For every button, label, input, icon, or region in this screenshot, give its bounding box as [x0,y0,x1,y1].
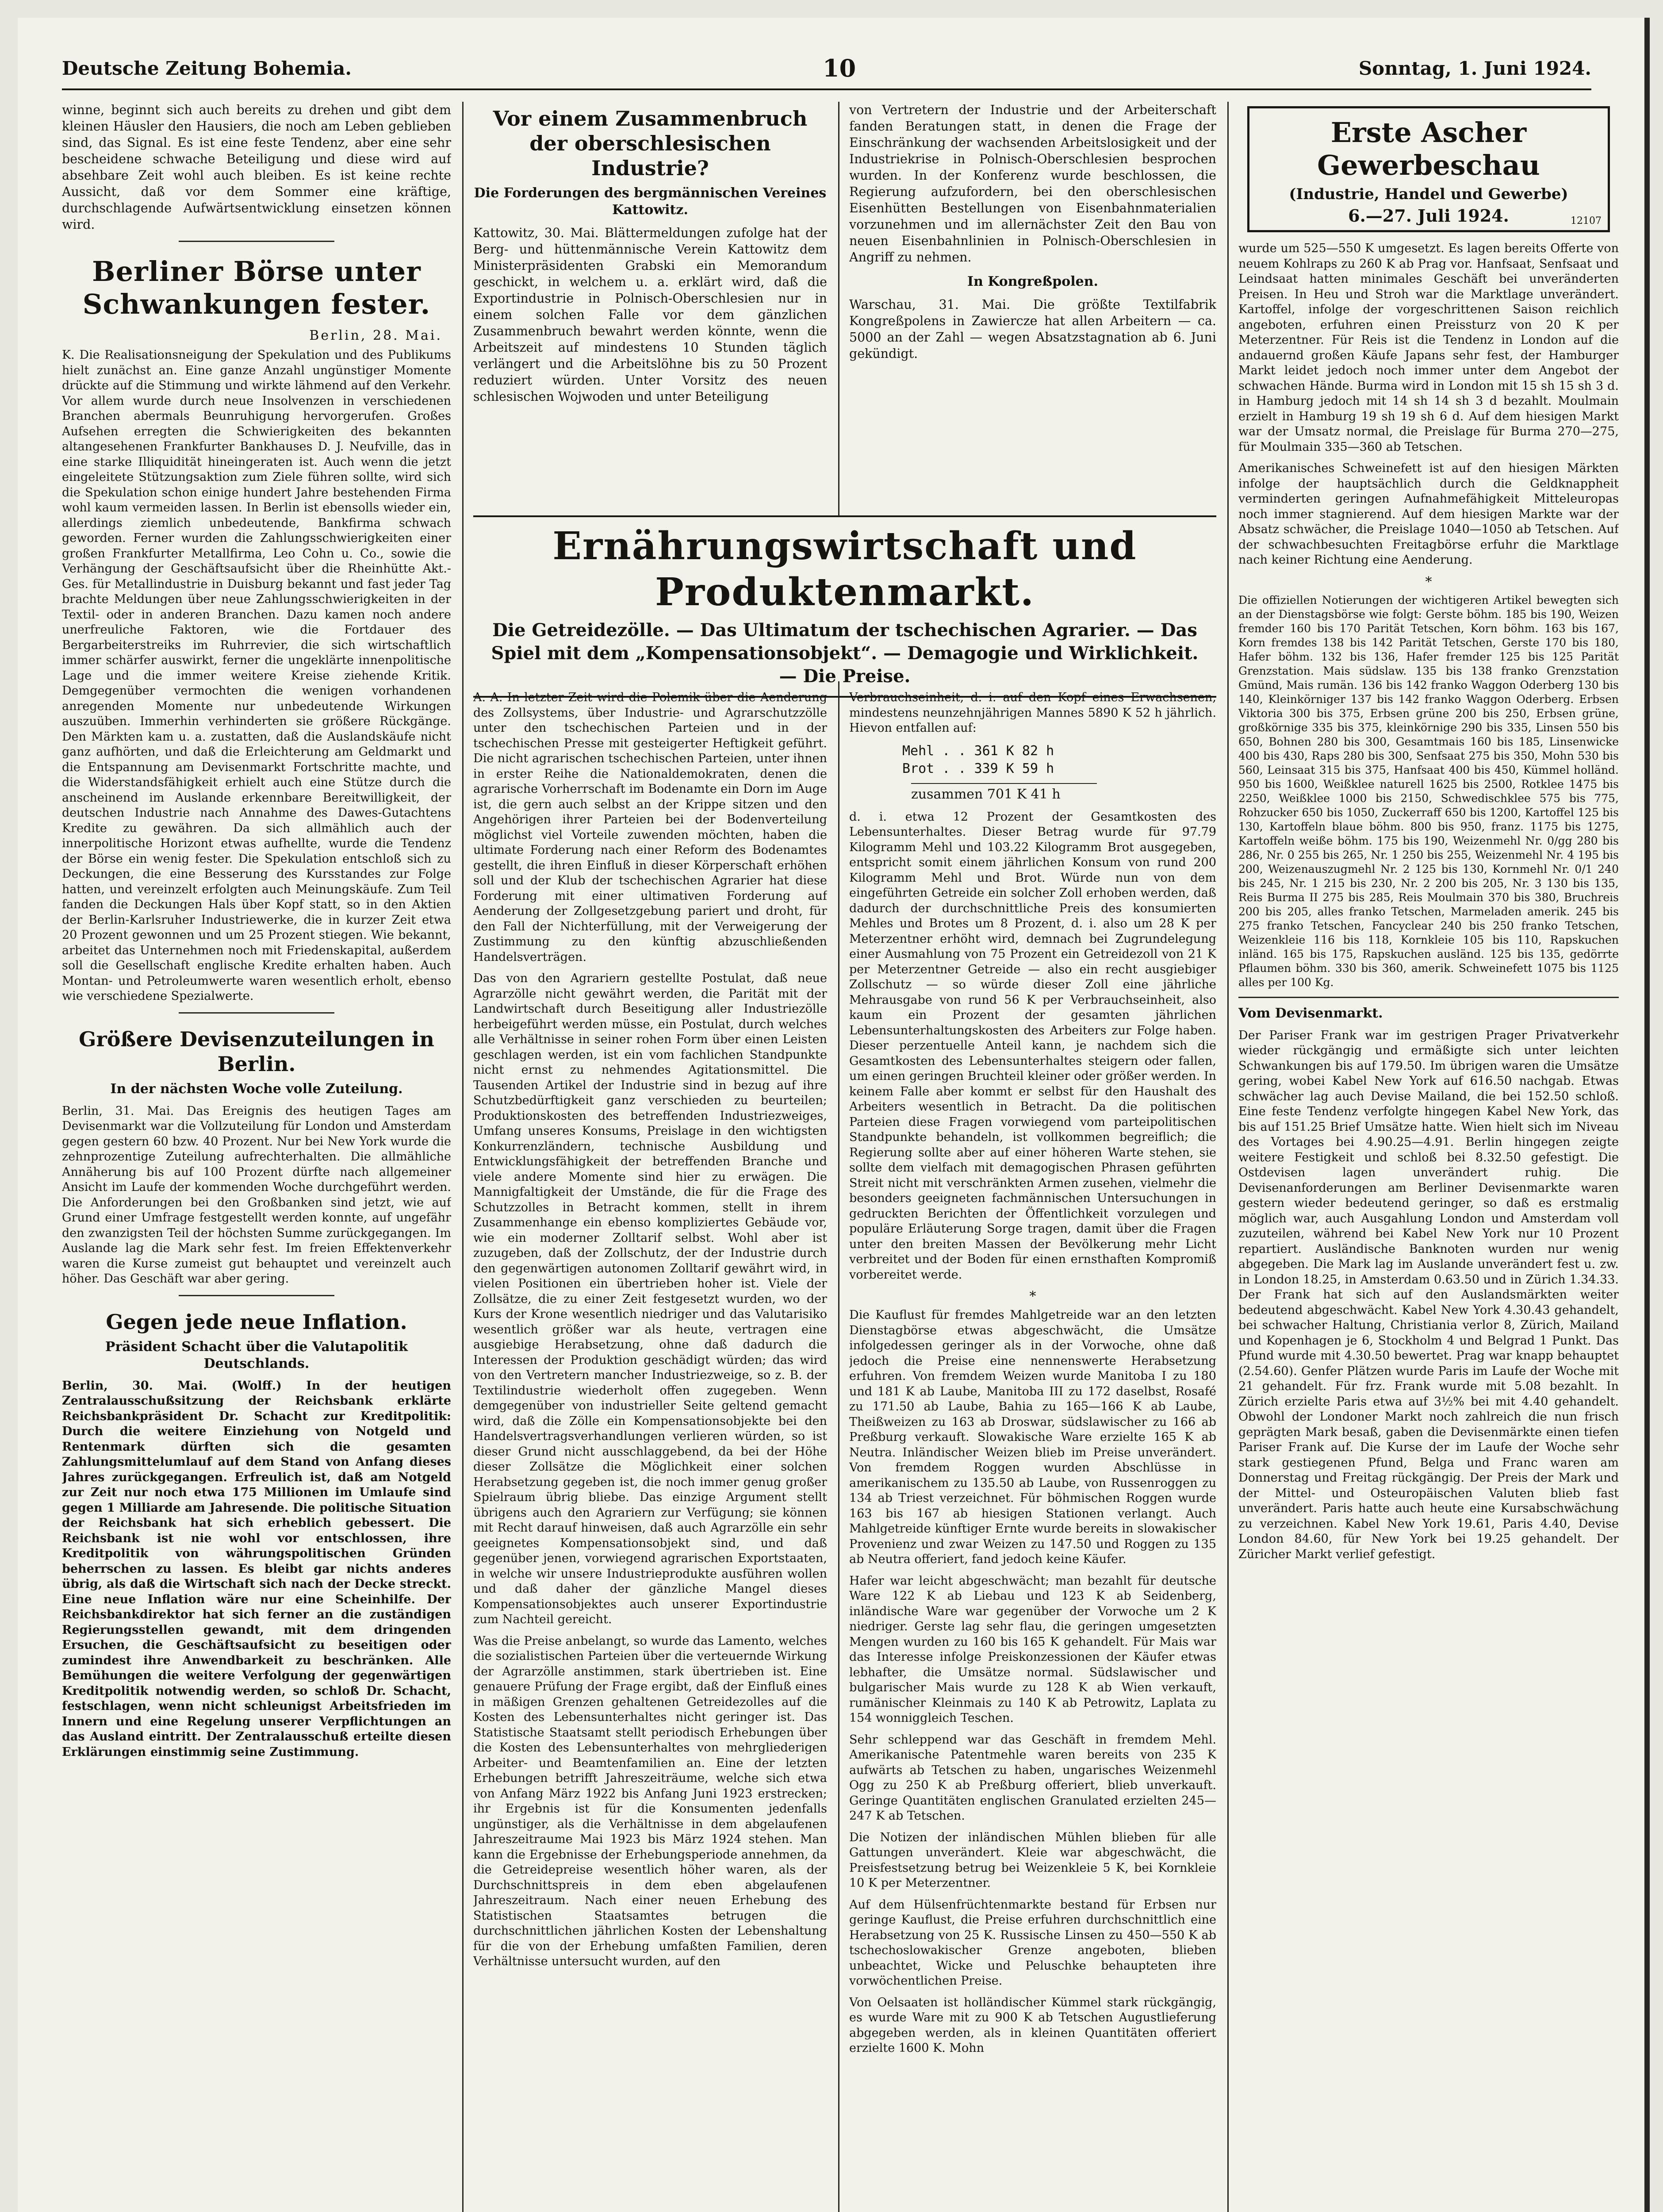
article-body: Berlin, 30. Mai. (Wolff.) In der heutigen Zentralausschußsitzung der Reichsbank erklärte Reichsbankpräsident Dr. Schacht zur Kreditpolitik: Durch die weitere Einziehung von Notgeld und Rentenmark dürften sich die gesamten Zahlungsmittelumlauf auf dem Stand von Anfang dieses Jahres zurückgegangen. Erfreulich ist, daß am Notgeld zur Zeit nur noch etwa 175 Millionen im Umlaufe sind gegen 1 Milliarde am Jahresende. Die politische Situation der Reichsbank hat sich erheblich gebessert. Die Reichsbank ist nie wohl vor entschlossen, ihre Kreditpolitik von währungspolitischen Gründen beherrschen zu lassen. Es bleibt gar nichts anderes übrig, als daß die Wirtschaft sich nach der Decke streckt. Eine neue Inflation wäre nur eine Scheinhilfe. Der Reichsbankdirektor hat sich ferner an die zuständigen Regierungsstellen gewandt, mit dem dringenden Ersuchen, die Geschäftsaufsicht zu beseitigen oder zumindest ihre Anwendbarkeit zu beschränken. Alle Bemühungen die weitere Verfolgung der gegenwärtigen Kreditpolitik notwendig werden, so schloß Dr. Schacht, festschlagen, wenn nicht schleunigst Arbeitsfrieden im Innern und eine Regelung unserer Verpflichtungen an das Ausland eintritt. Der Zentralausschuß erteilte diesen Erklärungen einstimmig seine Zustimmung. [62,1379,451,1759]
article-body: A. A. In letzter Zeit wird die Polemik über die Aenderung des Zollsystems, über Industrie- und Agrarschutzzölle unter den tschechischen Parteien und in der tschechischen Presse mit gesteigerter Heftigkeit geführt. Die nicht agrarischen tschechischen Parteien, unter ihnen in erster Reihe die Nationaldemokraten, denen die agrarische Vorherrschaft im Bodenamte ein Dorn im Auge ist, die gern auch selbst an der Krippe sitzen und den Angehörigen ihrer Parteien bei der Bodenverteilung möglichst viel Vorteile zuwenden möchten, haben die ultimate Forderung nach einer Reform des Bodenamtes gestellt, die ihren Einfluß in dieser Körperschaft erhöhen soll und der Klub der tschechischen Agrarier hat diese Forderung mit einer ultimativen Forderung auf Aenderung der Zollgesetzgebung pariert und droht, für den Fall der Nichterfüllung, mit der Verweigerung der Zustimmung zu den künftig abzuschließenden Handelsverträgen. [473,691,827,964]
column-2-top [473,102,827,513]
article-body: Warschau, 31. Mai. Die größte Textilfabrik Kongreßpolens in Zawiercze hat allen Arbeitern — ca. 5000 an der Zahl — wegen Absatzstagnation ab 6. Juni gekündigt. [849,297,1216,361]
newspaper-page [18,18,1650,2212]
dateline: Berlin, 28. Mai. [309,328,442,343]
headline-oberschlesien: Vor einem Zusammenbruch der oberschlesischen Industrie? [493,107,808,180]
subheadline: Die Forderungen des bergmännischen Vereines Kattowitz. [474,185,827,218]
section-star: * [1425,574,1432,590]
column-rule [462,102,464,2212]
article-body: Von Oelsaaten ist holländischer Kümmel stark rückgängig, es wurde Ware mit zu 900 K ab Tetschen Augustlieferung abgegeben werden, als in kleinen Quantitäten offeriert erzielte 1600 K. Mohn [849,1995,1216,2055]
table-row: Brot . . 339 K 59 h [902,760,1054,776]
running-head [35,54,1627,84]
article-body: Amerikanisches Schweinefett ist auf den hiesigen Märkten infolge der hauptsächlich durch die Geldknappheit verminderten geringen Aufnahmefähigkeit Mitteleuropas noch immer stagnierend. Auf dem hiesigen Markte war der Absatz schwächer, die Preislage 1040—1050 ab Tetschen. Auf der schwachbesuchten Freitagbörse erfuhr die Marktlage nach keiner Richtung eine Aenderung. [1238,461,1619,567]
article-body: Die Notizen der inländischen Mühlen blieben für alle Gattungen unverändert. Kleie war abgeschwächt, die Preisfestsetzung betrug bei Weizenkleie 5 K, bei Kornkleie 10 K per Meterzentner. [849,1830,1216,1890]
headline-ernaehrung: Ernährungswirtschaft und Produktenmarkt. [552,524,1137,614]
column-3-lower [849,690,1216,2212]
column-4 [1238,102,1619,2212]
column-rule [838,102,839,515]
separator [179,241,334,242]
advertisement [1247,106,1610,232]
headline-boerse: Berliner Börse unter Schwankungen fester. [82,255,431,320]
article-body: von Vertretern der Industrie und der Arbeiterschaft fanden Beratungen statt, in denen die Frage der Einschränkung der wachsenden Arbeitslosigkeit und der Industriekrise in Polnisch-Oberschlesien besprochen wurden. In der Konferenz wurde beschlossen, die Regierung aufzufordern, bei den oberschlesischen Eisenhütten Bestellungen von Eisenbahnmaterialien vorzunehmen und im allernächster Zeit den Bau von neuen Eisenbahnlinien in Polnisch-Oberschlesien in Angriff zu nehmen. [849,103,1216,265]
column-rule [838,681,839,2212]
article-body: Hafer war leicht abgeschwächt; man bezahlt für deutsche Ware 122 K ab Liebau und 123 K ab Seidenberg, inländische Ware war gegenüber der Vorwoche um 2 K niedriger. Gerste lag sehr flau, die geringen umgesetzten Mengen wurden zu 160 bis 165 K gehandelt. Für Mais war das Interesse infolge Preiskonzessionen der Käufer etwas lebhafter, die Umsätze normal. Südslawischer und bulgarischer Mais wurde zu 128 K ab Wien verkauft, rumänischer Kleinmais zu 140 K ab Petrowitz, Laplata zu 154 wonniggleich Teschen. [849,1574,1216,1725]
table-row: Mehl . . 361 K 82 h [902,743,1054,759]
separator [1238,997,1619,998]
column-3-top [849,102,1216,513]
article-body: Berlin, 31. Mai. Das Ereignis des heutigen Tages am Devisenmarkt war die Vollzuteilung für London und Amsterdam gegen gestern 60 bzw. 40 Prozent. Nur bei New York wurde die zehnprozentige Zuteilung aufrechterhalten. Die allmähliche Annäherung bis auf 100 Prozent dürfte nach allgemeiner Ansicht im Laufe der kommenden Woche durchgeführt werden. Die Anforderungen bei den Großbanken sind jetzt, wie auf Grund einer Umfrage festgestellt werden konnte, auf ungefähr den zwanzigsten Teil der höchsten Summe zurückgegangen. Im Auslande lag die Mark sehr fest. Im freien Effektenverkehr waren die Kurse zumeist gut behauptet und vereinzelt auch höher. Das Geschäft war aber gering. [62,1104,451,1286]
subheadline: In der nächsten Woche volle Zuteilung. [110,1081,403,1097]
article-body: wurde um 525—550 K umgesetzt. Es lagen bereits Offerte von neuem Kohlraps zu 260 K ab Prag vor. Hanfsaat, Senfsaat und Leindsaat hatten minimales Geschäft bei unveränderten Preisen. In Heu und Stroh war die Marktlage unverändert. Kartoffel, infolge der vorgeschrittenen Saison reichlich angeboten, erfuhren einen Preissturz von 20 K per Meterzentner. Für Reis ist die Tendenz in London auf die andauernd großen Käufe Japans sehr fest, der Hamburger Markt leidet jedoch noch immer unter dem Angebot der schwachen Hände. Burma wird in London mit 15 sh 15 sh 3 d. in Hamburg jedoch mit 14 sh 14 sh 3 d bezahlt. Moulmain erzielt in Hamburg 19 sh 19 sh 6 d. Auf dem hiesigen Markt war der Umsatz normal, die Preislage für Burma 270—275, für Moulmain 335—360 ab Tetschen. [1238,242,1619,454]
section-star: * [1029,1289,1036,1304]
article-body: K. Die Realisationsneigung der Spekulation und des Publikums hielt zunächst an. Eine ganze Anzahl ungünstiger Momente drückte auf die Stimmung und wirkte lähmend auf den Verkehr. Vor allem wurde durch neue Insolvenzen in verschiedenen Branchen abermals Beunruhigung hervorgerufen. Großes Aufsehen erregten die Schwierigkeiten des bekannten altangesehenen Frankfurter Bankhauses D. J. Neufville, das in eine starke Illiquidität hineingeraten ist. Auch wenn die jetzt eingeleitete Stützungsaktion zum Ziele führen sollte, wird sich die Spekulation schon einige hundert Jahre bestehenden Firma wohl kaum vermeiden lassen. In Berlin ist ebensolls wieder ein, allerdings ziemlich unbedeutende, Bankfirma schwach geworden. Ferner wurden die Zahlungsschwierigkeiten einer großen Frankfurter Metallfirma, Leo Cohn u. Co., sowie die Verhängung der Geschäftsaufsicht über die Rheinhütte Akt.-Ges. für Metallindustrie in Duisburg bekannt und fast jeder Tag brachte Meldungen über neue Zahlungsschwierigkeiten in der Textil- oder in anderen Branchen. Dazu kamen noch andere unerfreuliche Faktoren, wie die Fortdauer des Bergarbeiterstreiks im Ruhrrevier, die sich wirtschaftlich immer schärfer auswirkt, ferner die ungeklärte innenpolitische Lage und die immer weitere Kreise ziehende Kritik. Demgegenüber vermochten die wenigen vorhandenen anregenden Momente nur unbedeutende Wirkungen auszuüben. Immerhin verhinderten sie größere Rückgänge. Den Märkten kam u. a. zustatten, daß die Auslandskäufe nicht ganz aufhörten, und daß die Erleichterung am Geldmarkt und die Entspannung am Devisenmarkt Fortschritte machte, und die Widerstandsfähigkeit erhielt auch eine Stütze durch die anscheinend im Auslande erkennbare Bereitwilligkeit, der deutschen Industrie nach Annahme des Dawes-Gutachtens Kredite zu gewähren. Da sich allmählich auch der innerpolitische Horizont etwas aufhellte, wurde die Tendenz der Börse ein wenig fester. Die Spekulation entschloß sich zu Deckungen, die eine Besserung des Kursstandes zur Folge hatten, und vereinzelt erfolgten auch Meinungskäufe. Zum Teil fanden die Deckungen Hals über Kopf statt, so in den Aktien der Berlin-Karlsruher Industriewerke, die in kurzer Zeit etwa 20 Prozent gewonnen und um 25 Prozent stiegen. Wie bekannt, arbeitet das Unternehmen noch mit Friedenskapital, außerdem soll die Gesellschaft englische Kredite erhalten haben. Auch Montan- und Petroleumwerte waren wesentlich erholt, ebenso wie verschiedene Spezialwerte. [62,348,451,1003]
article-body: Kattowitz, 30. Mai. Blättermeldungen zufolge hat der Berg- und hüttenmännische Verein Kattowitz dem Ministerpräsidenten Grabski ein Memorandum geschickt, in welchem u. a. erklärt wird, daß die Exportindustrie in Polnisch-Oberschlesien nur in einem solchen Falle vor dem gänzlichen Zusammenbruch bewahrt werden könnte, wenn die Arbeitszeit auf mindestens 10 Stunden täglich verlängert und die Arbeitslöhne bis zu 50 Prozent reduziert würden. Unter Vorsitz des neuen schlesischen Wojwoden und unter Beteiligung [473,226,827,404]
ad-code: 12107 [1571,215,1602,227]
ad-subtitle: (Industrie, Handel und Gewerbe) [1289,185,1568,203]
ad-dates: 6.—27. Juli 1924. [1348,206,1509,226]
article-continuation: winne, beginnt sich auch bereits zu drehen und gibt dem kleinen Häusler den Hausiers, die noch am Leben geblieben sind, das Signal. Es ist eine feste Tendenz, aber eine sehr bescheidene schwache Beteiligung und diese wird auf absehbare Zeit wohl auch bleiben. Es ist keine rechte Aussicht, daß vor dem Sommer eine kräftige, durchschlagende Aufwärtsentwicklung einsetzen können wird. [62,103,451,232]
article-body: Die Kauflust für fremdes Mahlgetreide war an den letzten Dienstagbörse etwas abgeschwächt, die Umsätze infolgedessen geringer als in der Vorwoche, ohne daß jedoch die Preise eine nennenswerte Herabsetzung erfuhren. Von fremdem Weizen wurde Manitoba I zu 180 und 181 K ab Laube, Manitoba III zu 172 daselbst, Rosafé zu 171.50 ab Laube, Bahia zu 165—166 K ab Laube, Theißweizen zu 163 ab Droswar, südslawischer zu 166 ab Preßburg verkauft. Slowakische Ware erzielte 165 K ab Neutra. Inländischer Weizen blieb im Preise unverändert. Von fremdem Roggen wurden Abschlüsse in amerikanischem zu 135.50 ab Laube, von Russenroggen zu 134 ab Triest verzeichnet. Für böhmischen Roggen wurde 163 bis 167 ab hiesigen Stationen verlangt. Auch Mahlgetreide künftiger Ernte wurde bereits in slowakischer Provenienz und zwar Weizen zu 147.50 und Roggen zu 135 ab Neutra offeriert, fand jedoch keine Käufer. [849,1308,1216,1566]
separator [179,1295,334,1296]
masthead: Deutsche Zeitung Bohemia. [62,58,352,79]
headline-inflation: Gegen jede neue Inflation. [106,1310,407,1334]
section-headline [473,515,1216,698]
column-1 [62,102,451,2212]
headline-devisenmarkt: Vom Devisenmarkt. [1238,1005,1383,1021]
section-subtitle: Die Getreidezölle. — Das Ultimatum der tschechischen Agrarier. — Das Spiel mit dem „Kompensationsobjekt“. — Demagogie und Wirklichkeit. — Die Preise. [491,620,1199,687]
headline-devisen: Größere Devisenzuteilungen in Berlin. [79,1027,434,1076]
article-body: Was die Preise anbelangt, so wurde das Lamento, welches die sozialistischen Parteien über die verteuernde Wirkung der Agrarzölle anstimmen, stark übertrieben ist. Eine genauere Prüfung der Frage ergibt, daß der Einfluß eines in mäßigen Grenzen gehaltenen Getreidezolles auf die Kosten des Lebensunterhaltes nicht geringer ist. Das Statistische Staatsamt stellt periodisch Erhebungen über die Kosten des Lebensunterhaltes von mehrgliederigen Arbeiter- und Beamtenfamilien an. Eine der letzten Erhebungen betrifft Jahreszeiträume, welche sich etwa von Anfang März 1922 bis Anfang Juni 1923 erstrecken; ihr Ergebnis ist für die Konsumenten jedenfalls ungünstiger, als die Verhältnisse in dem abgelaufenen Jahreszeitraume Mai 1923 bis März 1924 stehen. Man kann die Ergebnisse der Erhebungsperiode annehmen, da die Getreidepreise wesentlich höher waren, als der Durchschnittspreis in dem eben abgelaufenen Jahreszeitraum. Nach einer neuen Erhebung des Statistischen Staatsamtes betrugen die durchschnittlichen jährlichen Kosten der Lebenshaltung für die von der Erhebung umfaßten Familien, deren Verhältnisse untersucht wurden, auf den [473,1634,827,1968]
column-rule [1227,102,1229,2212]
issue-date: Sonntag, 1. Juni 1924. [1358,58,1591,79]
header-rule [62,88,1591,90]
column-2-lower [473,690,827,2212]
article-body: Der Pariser Frank war im gestrigen Prager Privatverkehr wieder rückgängig und ermäßigte sich unter leichten Schwankungen bis auf 179.50. Im übrigen waren die Umsätze gering, wobei Kabel New York auf 616.50 nachgab. Etwas schwächer lag auch Devise Mailand, die bei 152.50 schloß. Eine feste Tendenz verfolgte hingegen Kabel New York, das bis auf 151.25 Brief Umsätze hatte. Wien hielt sich im Niveau des Vortages bei 4.90.25—4.91. Berlin hingegen zeigte weitere Festigkeit und schloß bei 8.32.50 gefestigt. Die Ostdevisen lagen unverändert ruhig. Die Devisenanforderungen am Berliner Devisenmarkte waren gestern wieder bedeutend geringer, so daß es erstmalig möglich war, auch Ausgahlung London und Amsterdam voll zuzuteilen, während bei Kabel New York nur 10 Prozent repartiert. Ausländische Banknoten wurden nur wenig abgegeben. Die Mark lag im Auslande unverändert fest u. zw. in London 18.25, in Amsterdam 0.63.50 und in Zürich 1.34.33. Der Frank hat sich auf den Auslandsmärkten weiter bedeutend abgeschwächt. Kabel New York 4.30.43 gehandelt, bei schwacher Haltung, Christiania verlor 8, Zürich, Mailand und Kopenhagen je 6, Stockholm 4 und Belgrad 1 Punkt. Das Pfund wurde mit 4.30.50 bewertet. Prag war knapp behauptet (2.54.60). Genfer Plätzen wurde Paris im Laufe der Woche mit 21 gehandelt. Für frz. Frank wurde mit 5.08 bezahlt. In Zürich erzielte Paris etwa auf 3½% bei mit 4.40 gehandelt. Obwohl der Londoner Markt noch zahlreich die nun frisch geprägten Mark besaß, gaben die Devisenmärkte einen tiefen Pariser Frank auf. Die Kurse der im Laufe der Woche sehr stark gestiegenen Pfund, Belga und Franc waren am Donnerstag und Freitag rückgängig. Der Preis der Mark und der Mittel- und Osteuropäischen Valuten blieb fast unverändert. Paris hatte auch heute eine Kursabschwächung zu verzeichnen. Kabel New York 19.61, Paris 4.40, Devise London 84.60, für New York bei 19.25 gehandelt. Der Züricher Markt verlief gefestigt. [1238,1028,1619,1561]
subheadline-kongresspolen: In Kongreßpolen. [967,274,1098,289]
table-sum: zusammen 701 K 41 h [911,783,1097,803]
article-body: Sehr schleppend war das Geschäft in fremdem Mehl. Amerikanische Patentmehle waren bereits von 235 K aufwärts ab Tetschen zu haben, ungarisches Weizenmehl Ogg zu 250 K ab Preßburg offeriert, blieb unverkauft. Geringe Quantitäten englischen Granulated erzielten 245—247 K ab Tetschen. [849,1732,1216,1823]
article-body: Verbrauchseinheit, d. i. auf den Kopf eines Erwachsenen, mindestens neunzehnjährigen Mannes 5890 K 52 h jährlich. Hievon entfallen auf: [849,691,1216,735]
page-number: 10 [823,54,856,82]
article-body: d. i. etwa 12 Prozent der Gesamtkosten des Lebensunterhaltes. Dieser Betrag wurde für 97.79 Kilogramm Mehl und 103.22 Kilogramm Brot ausgegeben, entspricht somit einem jährlichen Konsum von rund 200 Kilogramm Mehl und Brot. Würde nun von dem eingeführten Getreide ein solcher Zoll erhoben werden, daß dadurch der durchschnittliche Preis des konsumierten Mehles und Brotes um 8 Prozent, d. i. also um 28 K per Meterzentner erhöht wird, demnach bei Zugrundelegung einer Ausmahlung von 75 Prozent ein Getreidezoll von 21 K per Meterzentner Getreide — also ein recht ausgiebiger Zollschutz — so würde dieser Zoll eine jährliche Mehrausgabe von rund 56 K per Verbrauchseinheit, also kaum ein Prozent der gesamten jährlichen Lebensunterhaltungskosten des Arbeiters zur Folge haben. Dieser perzentuelle Anteil kann, je nachdem sich die Gesamtkosten des Lebensunterhaltes steigern oder fallen, um einen geringen Bruchteil kleiner oder größer werden. In keinem Falle aber kommt er selbst für den Haushalt des Arbeiters wesentlich in Betracht. Da die politischen Parteien diese Fragen vorwiegend vom parteipolitischen Standpunkte behandeln, ist vollkommen begreiflich; die Regierung sollte aber auf einer höheren Warte stehen, sie sollte dem vielfach mit demagogischen Phrasen geführten Streit nicht mit verschränkten Armen zusehen, vielmehr die besonders geeigneten fachmännischen Untersuchungen in gedruckten Berichten der Öffentlichkeit vorzulegen und populäre Erläuterung Sorge tragen, damit über die Fragen unter den breiten Massen der Bevölkerung mehr Licht verbreitet und der Boden für einen ernsthaften Kompromiß vorbereitet werde. [849,810,1216,1282]
article-body: Auf dem Hülsenfrüchtenmarkte bestand für Erbsen nur geringe Kauflust, die Preise erfuhren durchschnittlich eine Herabsetzung von 25 K. Russische Linsen zu 450—550 K ab tschechoslowakischer Grenze angeboten, blieben unbeachtet, Wicke und Peluschke behaupteten ihre vorwöchentlichen Preise. [849,1897,1216,1988]
separator [179,1012,334,1014]
subheadline: Präsident Schacht über die Valutapolitik Deutschlands. [105,1339,408,1371]
cost-table [902,742,1216,778]
market-quotations: Die offiziellen Notierungen der wichtigeren Artikel bewegten sich an der Dienstagsbörse wie folgt: Gerste böhm. 185 bis 190, Weizen fremder 160 bis 170 Parität Tetschen, Korn böhm. 163 bis 167, Korn fremdes 138 bis 142 Parität Tetschen, Gerste 170 bis 180, Hafer böhm. 132 bis 136, Hafer fremder 125 bis 125 Parität Grenzstation. Mais südslaw. 135 bis 138 franko Grenzstation Gmünd, Mais rumän. 136 bis 142 franko Waggon Oderberg 130 bis 140, Kleinkörniger 137 bis 142 franko Waggon Oderberg. Erbsen Viktoria 300 bis 375, Erbsen grüne 200 bis 250, Erbsen grüne, großkörnige 335 bis 375, kleinkörnige 290 bis 335, Linsen 550 bis 650, Bohnen 280 bis 300, Gesamtmais 160 bis 185, Linsenwicke 400 bis 430, Raps 280 bis 300, Senfsaat 275 bis 350, Mohn 530 bis 560, Leinsaat 315 bis 375, Hanfsaat 400 bis 450, Kümmel holländ. 950 bis 1600, Weißklee naturell 1625 bis 2500, Rotklee 1475 bis 2250, Weißklee 1000 bis 2150, Schwedischklee 575 bis 775, Rohzucker 650 bis 1050, Zuckerraff 650 bis 1200, Kartoffel 125 bis 130, Kartoffeln blaue böhm. 800 bis 950, franz. 1175 bis 1275, Kartoffeln weiße böhm. 175 bis 190, Weizenmehl Nr. 0/gg 280 bis 286, Nr. 0 255 bis 265, Nr. 1 250 bis 255, Weizenmehl Nr. 4 195 bis 200, Weizenauszugmehl Nr. 2 125 bis 130, Kornmehl Nr. 0/1 240 bis 245, Nr. 1 215 bis 230, Nr. 2 200 bis 205, Nr. 3 130 bis 135, Reis Burma II 275 bis 285, Reis Moulmain 370 bis 380, Bruchreis 200 bis 205, alles franko Tetschen, Marmeladen amerik. 245 bis 275 franko Tetschen, Fancyclear 240 bis 250 franko Tetschen, Weizenkleie 116 bis 118, Kornkleie 105 bis 110, Rapskuchen inländ. 165 bis 175, Rapskuchen ausländ. 125 bis 135, gedörrte Pflaumen böhm. 330 bis 360, amerik. Schweinefett 1075 bis 1125 alles per 100 Kg. [1238,593,1619,989]
ad-title: Erste Ascher Gewerbeschau [1317,116,1540,181]
article-body: Das von den Agrariern gestellte Postulat, daß neue Agrarzölle nicht gewährt werden, die Parität mit der Landwirtschaft durch Beseitigung aller Industriezölle herbeigeführt werden müsse, ein Postulat, durch welches alle Verhältnisse in seiner rohen Form über einen Leisten geschlagen werden, ist ein vom fachlichen Standpunkte nicht ernst zu nehmendes Agitationsmittel. Die Tausenden Artikel der Industrie sind in bezug auf ihre Schutzbedürftigkeit ganz verschieden zu beurteilen; Produktionskosten des betreffenden Industriezweiges, Umfang unseres Konsums, Preislage in den wichtigsten Konkurrenzländern, technische Ausbildung und Entwicklungsfähigkeit der betreffenden Branche und viele andere Momente sind hier zu erwägen. Die Mannigfaltigkeit der Umstände, die für die Frage des Schutzzolles in Betracht kommen, stellt in ihrem Zusammenhange ein ebenso kompliziertes Gebäude vor, wie ein moderner Zolltarif selbst. Wohl aber ist zuzugeben, daß der Zollschutz, der der Industrie durch den gegenwärtigen autonomen Zolltarif gewährt wird, in vielen Positionen ein übertrieben hoher ist. Viele der Zollsätze, die zu einer Zeit festgesetzt wurden, wo der Kurs der Krone wesentlich niedriger und das Valutarisiko wesentlich größer war als heute, vertragen eine ausgiebige Herabsetzung, ohne daß dadurch die Interessen der Produktion geschädigt würden; das wird von den Vertretern mancher Industriezweige, so z. B. der Textilindustrie wiederholt offen zugegeben. Wenn demgegenüber von industrieller Seite geltend gemacht wird, daß die Zölle ein Kompensationsobjekte bei den Handelsvertragsverhandlungen verlieren würden, so ist dieser Grund nicht ausschlaggebend, da bei der Höhe dieser Zollsätze die Möglichkeit einer solchen Herabsetzung gegeben ist, die noch immer genug großer Spielraum übrig bliebe. Das einzige Argument stellt übrigens auch den Agrariern zur Verfügung; sie können mit Recht darauf hinweisen, daß auch Agrarzölle ein sehr geeignetes Kompensationsobjekt sind, und daß gegenüber jenen, vorwiegend agrarischen Exportstaaten, in welche wir unsere Industrieprodukte ausführen wollen und daß daher der gänzliche Mangel dieses Kompensationsobjektes auch unserer Exportindustrie zum Nachteil gereicht. [473,972,827,1626]
